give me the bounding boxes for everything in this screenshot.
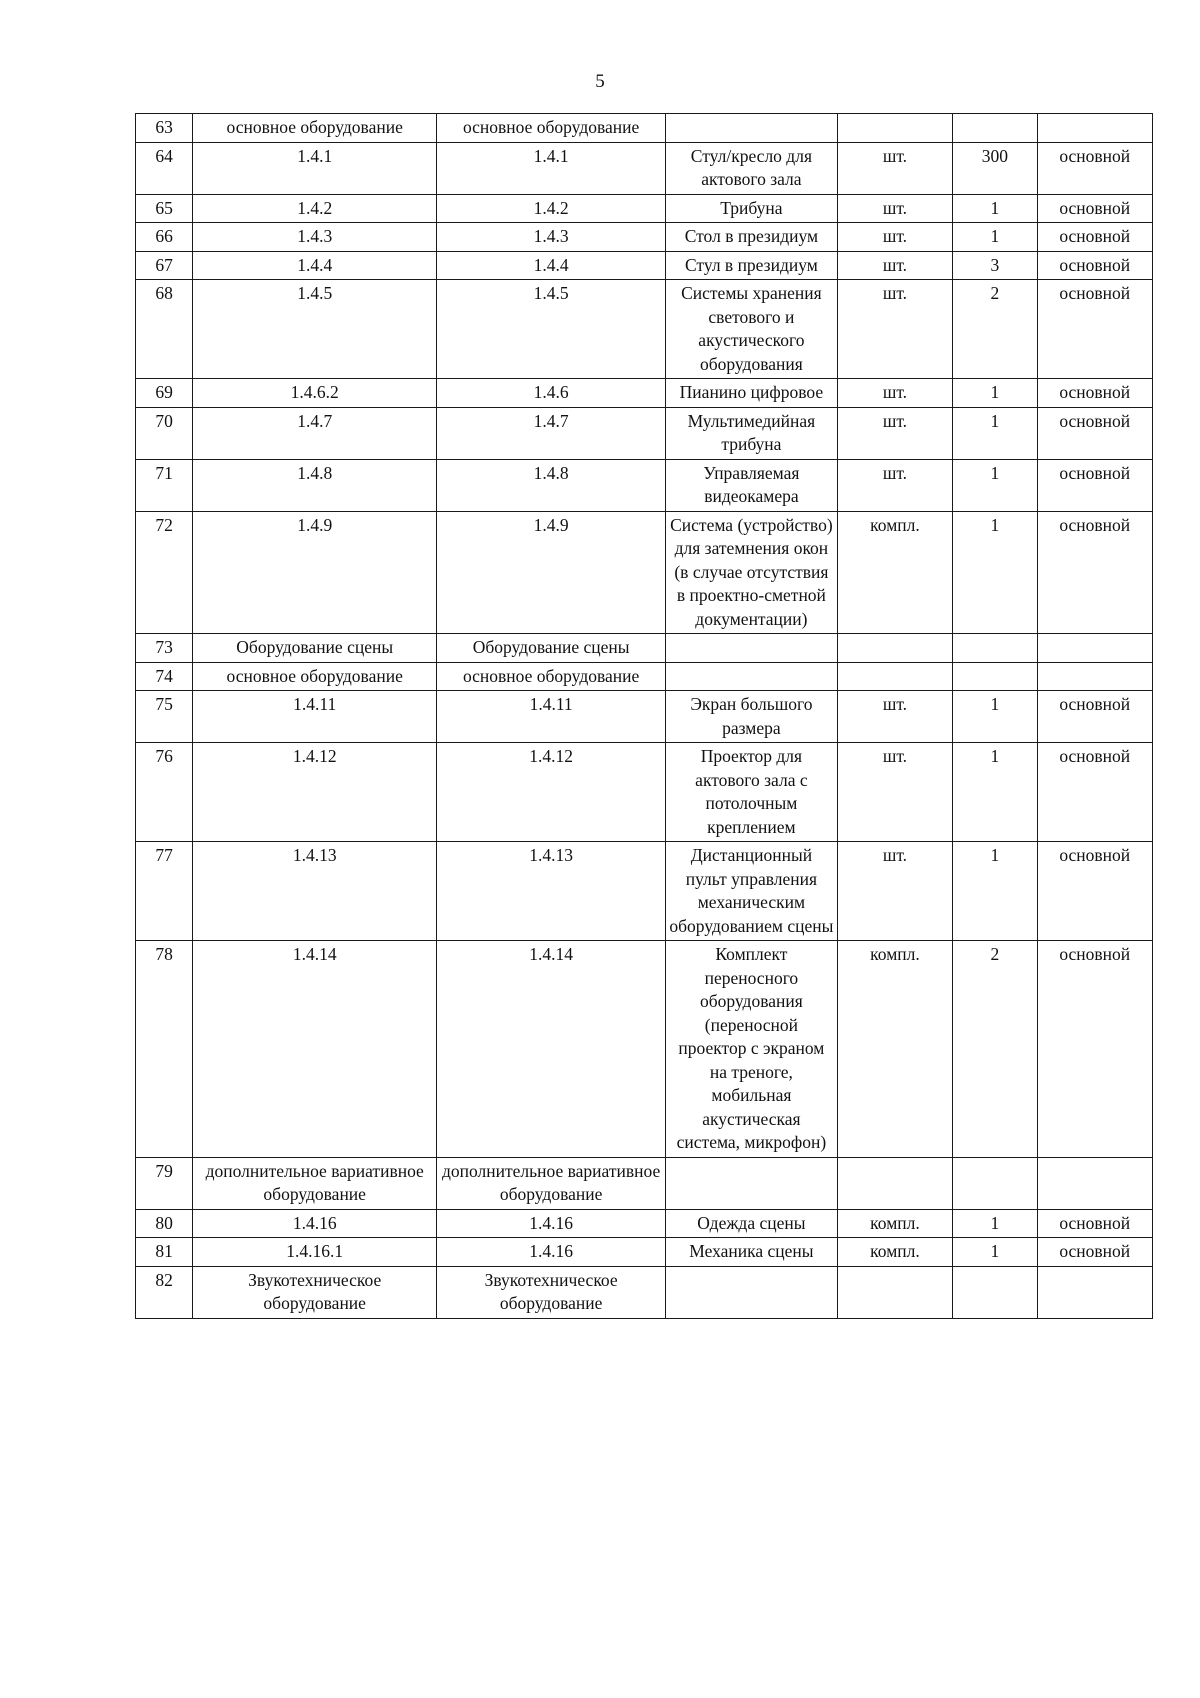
row-number-cell: 63 <box>136 114 193 143</box>
table-body <box>136 114 1153 1319</box>
item-code-cell: 1.4.16 <box>437 1209 666 1238</box>
type-cell: основной <box>1037 407 1152 459</box>
quantity-cell: 1 <box>953 743 1037 842</box>
row-number-cell: 72 <box>136 511 193 634</box>
row-number-cell: 70 <box>136 407 193 459</box>
table-row <box>136 662 1153 691</box>
row-number-cell: 75 <box>136 691 193 743</box>
row-number-cell: 78 <box>136 941 193 1158</box>
unit-cell: шт. <box>837 743 952 842</box>
item-code-cell: 1.4.7 <box>437 407 666 459</box>
unit-cell: шт. <box>837 379 952 408</box>
unit-cell <box>837 114 952 143</box>
table-row <box>136 743 1153 842</box>
row-number-cell: 82 <box>136 1266 193 1318</box>
type-cell: основной <box>1037 280 1152 379</box>
row-number-cell: 68 <box>136 280 193 379</box>
section-code-cell: 1.4.12 <box>193 743 437 842</box>
table-row <box>136 114 1153 143</box>
table-row <box>136 1238 1153 1267</box>
unit-cell: шт. <box>837 194 952 223</box>
equipment-table <box>135 113 1153 1319</box>
item-code-cell: 1.4.6 <box>437 379 666 408</box>
quantity-cell <box>953 1266 1037 1318</box>
quantity-cell: 1 <box>953 379 1037 408</box>
section-code-cell: 1.4.1 <box>193 142 437 194</box>
type-cell <box>1037 662 1152 691</box>
table-row <box>136 511 1153 634</box>
section-code-cell: 1.4.7 <box>193 407 437 459</box>
item-name-cell: Одежда сцены <box>666 1209 838 1238</box>
quantity-cell: 2 <box>953 941 1037 1158</box>
table-row <box>136 223 1153 252</box>
row-number-cell: 81 <box>136 1238 193 1267</box>
item-code-cell: основное оборудование <box>437 662 666 691</box>
quantity-cell: 2 <box>953 280 1037 379</box>
section-code-cell: 1.4.11 <box>193 691 437 743</box>
row-number-cell: 69 <box>136 379 193 408</box>
table-row <box>136 1266 1153 1318</box>
unit-cell: шт. <box>837 280 952 379</box>
item-code-cell: 1.4.13 <box>437 842 666 941</box>
item-name-cell: Экран большого размера <box>666 691 838 743</box>
type-cell <box>1037 1157 1152 1209</box>
row-number-cell: 66 <box>136 223 193 252</box>
unit-cell <box>837 1266 952 1318</box>
quantity-cell: 300 <box>953 142 1037 194</box>
table-row <box>136 459 1153 511</box>
table-row <box>136 634 1153 663</box>
type-cell: основной <box>1037 194 1152 223</box>
item-name-cell: Трибуна <box>666 194 838 223</box>
table-row <box>136 1209 1153 1238</box>
quantity-cell: 1 <box>953 842 1037 941</box>
item-name-cell: Комплект переносного оборудования (переносной проектор с экраном на треноге, мобильная акустическая система, микрофон) <box>666 941 838 1158</box>
table-row <box>136 251 1153 280</box>
row-number-cell: 73 <box>136 634 193 663</box>
item-code-cell: Оборудование сцены <box>437 634 666 663</box>
section-code-cell: 1.4.8 <box>193 459 437 511</box>
table-row <box>136 194 1153 223</box>
row-number-cell: 71 <box>136 459 193 511</box>
table-row <box>136 379 1153 408</box>
type-cell: основной <box>1037 1209 1152 1238</box>
quantity-cell <box>953 1157 1037 1209</box>
type-cell: основной <box>1037 1238 1152 1267</box>
quantity-cell: 1 <box>953 1238 1037 1267</box>
unit-cell: шт. <box>837 142 952 194</box>
item-name-cell <box>666 634 838 663</box>
item-name-cell: Пианино цифровое <box>666 379 838 408</box>
row-number-cell: 65 <box>136 194 193 223</box>
section-code-cell: 1.4.9 <box>193 511 437 634</box>
item-name-cell <box>666 662 838 691</box>
section-code-cell: 1.4.16.1 <box>193 1238 437 1267</box>
item-code-cell: 1.4.3 <box>437 223 666 252</box>
type-cell: основной <box>1037 842 1152 941</box>
item-name-cell <box>666 114 838 143</box>
quantity-cell: 1 <box>953 691 1037 743</box>
section-code-cell: 1.4.16 <box>193 1209 437 1238</box>
item-code-cell: 1.4.4 <box>437 251 666 280</box>
row-number-cell: 76 <box>136 743 193 842</box>
unit-cell: компл. <box>837 1238 952 1267</box>
table-row <box>136 842 1153 941</box>
type-cell: основной <box>1037 691 1152 743</box>
quantity-cell: 1 <box>953 1209 1037 1238</box>
type-cell <box>1037 114 1152 143</box>
row-number-cell: 74 <box>136 662 193 691</box>
item-name-cell: Управляемая видеокамера <box>666 459 838 511</box>
type-cell: основной <box>1037 511 1152 634</box>
type-cell <box>1037 1266 1152 1318</box>
unit-cell <box>837 662 952 691</box>
unit-cell: шт. <box>837 691 952 743</box>
row-number-cell: 80 <box>136 1209 193 1238</box>
section-code-cell: Оборудование сцены <box>193 634 437 663</box>
section-code-cell: 1.4.4 <box>193 251 437 280</box>
table-row <box>136 407 1153 459</box>
item-code-cell: 1.4.8 <box>437 459 666 511</box>
quantity-cell: 1 <box>953 511 1037 634</box>
quantity-cell: 1 <box>953 407 1037 459</box>
section-code-cell: Звукотехническое оборудование <box>193 1266 437 1318</box>
quantity-cell: 1 <box>953 194 1037 223</box>
item-name-cell: Стул/кресло для актового зала <box>666 142 838 194</box>
item-name-cell: Стул в президиум <box>666 251 838 280</box>
unit-cell: шт. <box>837 407 952 459</box>
row-number-cell: 77 <box>136 842 193 941</box>
quantity-cell: 1 <box>953 459 1037 511</box>
quantity-cell: 3 <box>953 251 1037 280</box>
page-number: 5 <box>595 71 605 92</box>
type-cell: основной <box>1037 379 1152 408</box>
unit-cell <box>837 1157 952 1209</box>
item-code-cell: дополнительное вариативное оборудование <box>437 1157 666 1209</box>
item-code-cell: 1.4.12 <box>437 743 666 842</box>
item-name-cell <box>666 1157 838 1209</box>
table-row <box>136 941 1153 1158</box>
item-name-cell: Проектор для актового зала с потолочным креплением <box>666 743 838 842</box>
unit-cell: шт. <box>837 251 952 280</box>
item-name-cell: Системы хранения светового и акустического оборудования <box>666 280 838 379</box>
item-code-cell: 1.4.11 <box>437 691 666 743</box>
unit-cell <box>837 634 952 663</box>
row-number-cell: 79 <box>136 1157 193 1209</box>
type-cell: основной <box>1037 743 1152 842</box>
section-code-cell: 1.4.3 <box>193 223 437 252</box>
quantity-cell <box>953 634 1037 663</box>
item-name-cell: Механика сцены <box>666 1238 838 1267</box>
item-name-cell: Стол в президиум <box>666 223 838 252</box>
unit-cell: шт. <box>837 842 952 941</box>
unit-cell: компл. <box>837 511 952 634</box>
row-number-cell: 64 <box>136 142 193 194</box>
type-cell: основной <box>1037 941 1152 1158</box>
section-code-cell: 1.4.13 <box>193 842 437 941</box>
type-cell: основной <box>1037 223 1152 252</box>
type-cell: основной <box>1037 251 1152 280</box>
quantity-cell: 1 <box>953 223 1037 252</box>
type-cell <box>1037 634 1152 663</box>
item-code-cell: 1.4.9 <box>437 511 666 634</box>
unit-cell: шт. <box>837 459 952 511</box>
section-code-cell: 1.4.6.2 <box>193 379 437 408</box>
section-code-cell: 1.4.5 <box>193 280 437 379</box>
item-name-cell: Дистанционный пульт управления механическим оборудованием сцены <box>666 842 838 941</box>
item-name-cell: Мультимедийная трибуна <box>666 407 838 459</box>
item-code-cell: 1.4.2 <box>437 194 666 223</box>
item-code-cell: 1.4.1 <box>437 142 666 194</box>
section-code-cell: дополнительное вариативное оборудование <box>193 1157 437 1209</box>
table-row <box>136 142 1153 194</box>
table-row <box>136 280 1153 379</box>
item-code-cell: 1.4.14 <box>437 941 666 1158</box>
item-code-cell: 1.4.5 <box>437 280 666 379</box>
table-row <box>136 691 1153 743</box>
item-name-cell <box>666 1266 838 1318</box>
row-number-cell: 67 <box>136 251 193 280</box>
section-code-cell: основное оборудование <box>193 662 437 691</box>
unit-cell: компл. <box>837 1209 952 1238</box>
item-code-cell: 1.4.16 <box>437 1238 666 1267</box>
section-code-cell: 1.4.14 <box>193 941 437 1158</box>
unit-cell: компл. <box>837 941 952 1158</box>
item-code-cell: основное оборудование <box>437 114 666 143</box>
table-row <box>136 1157 1153 1209</box>
item-code-cell: Звукотехническое оборудование <box>437 1266 666 1318</box>
unit-cell: шт. <box>837 223 952 252</box>
section-code-cell: основное оборудование <box>193 114 437 143</box>
item-name-cell: Система (устройство) для затемнения окон (в случае отсутствия в проектно-сметной документации) <box>666 511 838 634</box>
quantity-cell <box>953 662 1037 691</box>
type-cell: основной <box>1037 459 1152 511</box>
quantity-cell <box>953 114 1037 143</box>
section-code-cell: 1.4.2 <box>193 194 437 223</box>
type-cell: основной <box>1037 142 1152 194</box>
